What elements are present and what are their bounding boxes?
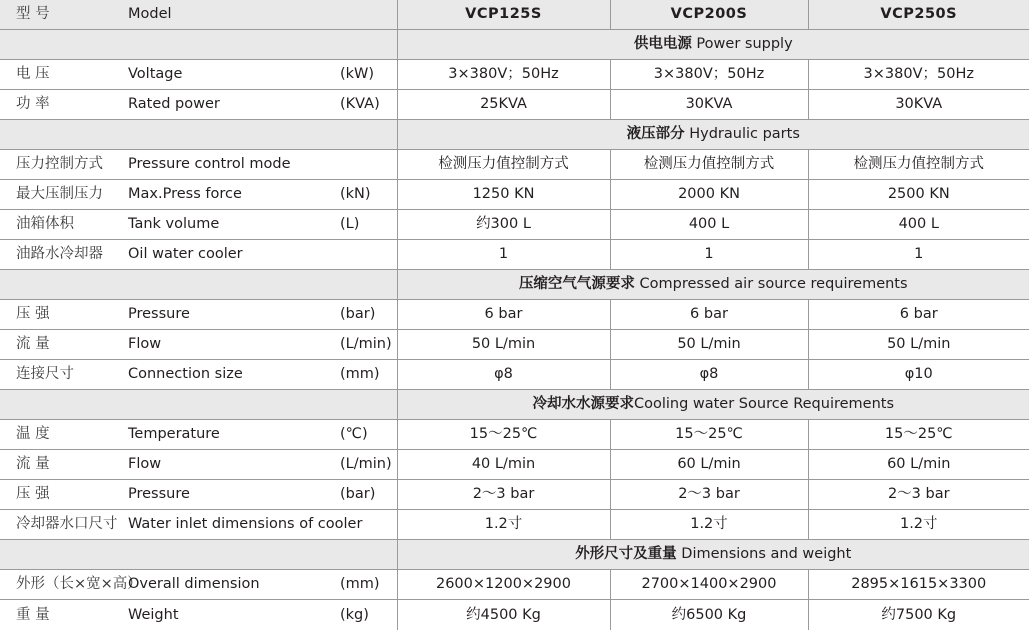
row-label-en: Water inlet dimensions of cooler <box>124 510 397 540</box>
value-cell-3: 50 L/min <box>808 330 1029 360</box>
model-header-1: VCP125S <box>397 0 610 30</box>
spec-row <box>0 450 1029 480</box>
value-cell-2: 1.2寸 <box>610 510 808 540</box>
value-cell-3: 2～3 bar <box>808 480 1029 510</box>
section-header-row <box>0 390 1029 420</box>
section-title <box>397 120 1029 150</box>
value-cell-2: 约6500 Kg <box>610 600 808 630</box>
spec-row <box>0 60 1029 90</box>
row-unit: (mm) <box>336 360 397 390</box>
value-cell-3: 6 bar <box>808 300 1029 330</box>
section-title <box>397 540 1029 570</box>
value-cell-1: 40 L/min <box>397 450 610 480</box>
row-unit: (L) <box>336 210 397 240</box>
row-unit: (bar) <box>336 300 397 330</box>
value-cell-2: 6 bar <box>610 300 808 330</box>
section-title <box>397 270 1029 300</box>
row-label-en: Pressure <box>124 300 336 330</box>
value-cell-2: 2～3 bar <box>610 480 808 510</box>
row-label-cn: 压力控制方式 <box>0 150 124 180</box>
value-cell-1: 约4500 Kg <box>397 600 610 630</box>
row-label-cn: 油箱体积 <box>0 210 124 240</box>
value-cell-3: 30KVA <box>808 90 1029 120</box>
value-cell-3: 3×380V；50Hz <box>808 60 1029 90</box>
row-label-en: Weight <box>124 600 336 630</box>
row-unit: (kN) <box>336 180 397 210</box>
value-cell-2: 2000 KN <box>610 180 808 210</box>
value-cell-3: 15～25℃ <box>808 420 1029 450</box>
value-cell-2: 1 <box>610 240 808 270</box>
value-cell-1: φ8 <box>397 360 610 390</box>
spec-row <box>0 510 1029 540</box>
header-unit-cell <box>336 0 397 30</box>
section-title-cn: 液压部分 <box>627 126 685 142</box>
row-label-cn: 温 度 <box>0 420 124 450</box>
section-title-cn: 压缩空气气源要求 <box>519 276 635 292</box>
section-blank-cell <box>0 270 397 300</box>
spec-row <box>0 150 1029 180</box>
section-title <box>397 390 1029 420</box>
section-header-row <box>0 540 1029 570</box>
row-label-en: Connection size <box>124 360 336 390</box>
row-label-cn: 压 强 <box>0 300 124 330</box>
model-header-3: VCP250S <box>808 0 1029 30</box>
row-label-cn: 压 强 <box>0 480 124 510</box>
value-cell-1: 50 L/min <box>397 330 610 360</box>
spec-row <box>0 210 1029 240</box>
value-cell-2: 50 L/min <box>610 330 808 360</box>
value-cell-2: 3×380V；50Hz <box>610 60 808 90</box>
row-unit: (L/min) <box>336 330 397 360</box>
row-unit: (kg) <box>336 600 397 630</box>
section-header-row <box>0 30 1029 60</box>
row-label-cn: 流 量 <box>0 330 124 360</box>
spec-row <box>0 240 1029 270</box>
value-cell-1: 6 bar <box>397 300 610 330</box>
section-header-row <box>0 120 1029 150</box>
row-label-cn: 流 量 <box>0 450 124 480</box>
header-row <box>0 0 1029 30</box>
row-label-cn: 油路水冷却器 <box>0 240 124 270</box>
value-cell-3: 1.2寸 <box>808 510 1029 540</box>
value-cell-1: 15～25℃ <box>397 420 610 450</box>
section-title-en: Power supply <box>692 36 793 52</box>
row-label-cn: 功 率 <box>0 90 124 120</box>
row-label-en: Temperature <box>124 420 336 450</box>
value-cell-1: 1.2寸 <box>397 510 610 540</box>
spec-row <box>0 180 1029 210</box>
spec-row <box>0 360 1029 390</box>
row-label-en: Overall dimension <box>124 570 336 600</box>
value-cell-1: 2600×1200×2900 <box>397 570 610 600</box>
spec-row <box>0 420 1029 450</box>
section-blank-cell <box>0 30 397 60</box>
row-label-en: Pressure <box>124 480 336 510</box>
row-label-en: Voltage <box>124 60 336 90</box>
header-label-cn: 型 号 <box>0 0 124 30</box>
value-cell-3: 检测压力值控制方式 <box>808 150 1029 180</box>
section-title-en: Dimensions and weight <box>677 546 852 562</box>
value-cell-1: 检测压力值控制方式 <box>397 150 610 180</box>
value-cell-2: 15～25℃ <box>610 420 808 450</box>
spec-row <box>0 300 1029 330</box>
value-cell-3: 400 L <box>808 210 1029 240</box>
value-cell-3: φ10 <box>808 360 1029 390</box>
section-title-cn: 供电电源 <box>634 36 692 52</box>
value-cell-2: φ8 <box>610 360 808 390</box>
value-cell-3: 约7500 Kg <box>808 600 1029 630</box>
row-unit: (kW) <box>336 60 397 90</box>
value-cell-1: 2～3 bar <box>397 480 610 510</box>
row-label-cn: 电 压 <box>0 60 124 90</box>
section-blank-cell <box>0 390 397 420</box>
row-label-cn: 冷却器水口尺寸 <box>0 510 124 540</box>
value-cell-2: 400 L <box>610 210 808 240</box>
row-label-en: Flow <box>124 330 336 360</box>
row-label-en: Tank volume <box>124 210 336 240</box>
value-cell-3: 2895×1615×3300 <box>808 570 1029 600</box>
section-title-cn: 冷却水水源要求 <box>532 396 634 412</box>
value-cell-2: 2700×1400×2900 <box>610 570 808 600</box>
row-label-cn: 外形（长×宽×高） <box>0 570 124 600</box>
value-cell-2: 检测压力值控制方式 <box>610 150 808 180</box>
row-unit: (mm) <box>336 570 397 600</box>
value-cell-3: 60 L/min <box>808 450 1029 480</box>
section-title-cn: 外形尺寸及重量 <box>575 546 677 562</box>
row-label-en: Max.Press force <box>124 180 336 210</box>
row-label-en: Oil water cooler <box>124 240 397 270</box>
value-cell-3: 2500 KN <box>808 180 1029 210</box>
row-unit: (bar) <box>336 480 397 510</box>
row-label-cn: 重 量 <box>0 600 124 630</box>
section-title <box>397 30 1029 60</box>
spec-row <box>0 570 1029 600</box>
spec-row <box>0 90 1029 120</box>
row-label-cn: 连接尺寸 <box>0 360 124 390</box>
value-cell-1: 1250 KN <box>397 180 610 210</box>
model-header-2: VCP200S <box>610 0 808 30</box>
row-label-cn: 最大压制压力 <box>0 180 124 210</box>
section-blank-cell <box>0 120 397 150</box>
spec-row <box>0 600 1029 630</box>
value-cell-1: 1 <box>397 240 610 270</box>
value-cell-2: 60 L/min <box>610 450 808 480</box>
section-blank-cell <box>0 540 397 570</box>
value-cell-2: 30KVA <box>610 90 808 120</box>
spec-row <box>0 480 1029 510</box>
spec-row <box>0 330 1029 360</box>
value-cell-1: 3×380V；50Hz <box>397 60 610 90</box>
value-cell-3: 1 <box>808 240 1029 270</box>
value-cell-1: 约300 L <box>397 210 610 240</box>
row-label-en: Pressure control mode <box>124 150 397 180</box>
header-label-en: Model <box>124 0 336 30</box>
row-label-en: Rated power <box>124 90 336 120</box>
row-unit: (L/min) <box>336 450 397 480</box>
row-label-en: Flow <box>124 450 336 480</box>
row-unit: (KVA) <box>336 90 397 120</box>
section-title-en: Cooling water Source Requirements <box>634 396 894 412</box>
row-unit: (℃) <box>336 420 397 450</box>
section-title-en: Hydraulic parts <box>685 126 800 142</box>
value-cell-1: 25KVA <box>397 90 610 120</box>
section-title-en: Compressed air source requirements <box>635 276 908 292</box>
section-header-row <box>0 270 1029 300</box>
